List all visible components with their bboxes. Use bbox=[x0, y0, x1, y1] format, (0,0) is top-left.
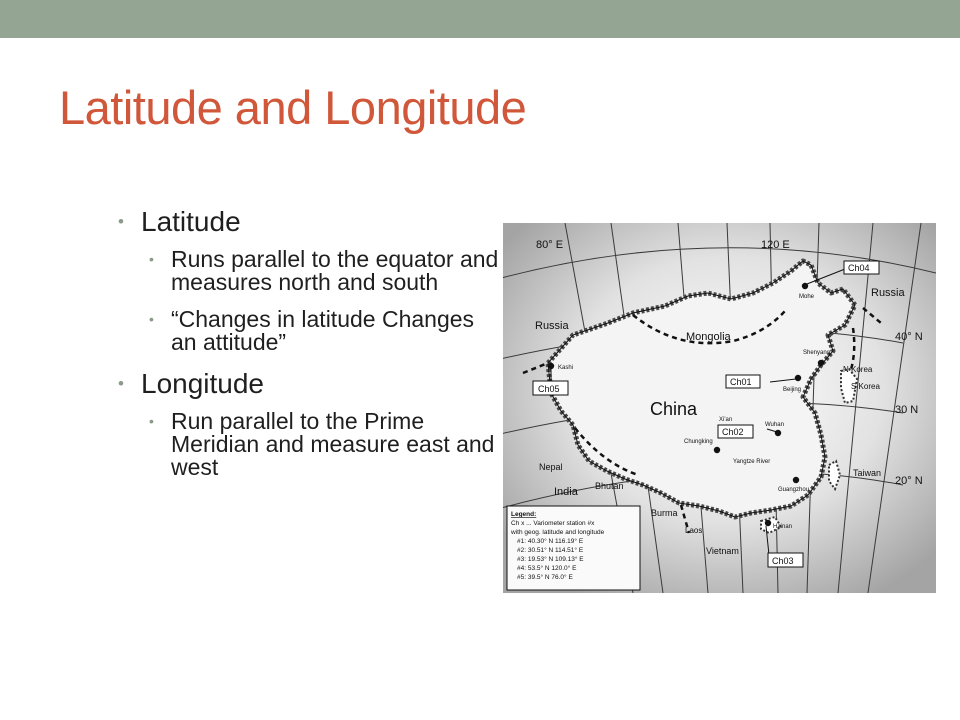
station-ch02: Ch02 bbox=[722, 427, 744, 437]
legend-row-1: #1: 40.30° N 116.19° E bbox=[517, 538, 584, 545]
label-vietnam: Vietnam bbox=[706, 546, 739, 556]
map-legend bbox=[507, 506, 640, 590]
label-burma: Burma bbox=[651, 508, 678, 518]
guangzhou-dot bbox=[793, 477, 799, 483]
label-guangzhou: Guangzhou bbox=[778, 487, 810, 493]
subbullet-latitude-definition: • Runs parallel to the equator and measures north and south bbox=[149, 248, 503, 294]
wuhan-dot bbox=[775, 430, 781, 436]
slide-title: Latitude and Longitude bbox=[59, 81, 527, 134]
legend-row-4: #4: 53.5° N 120.0° E bbox=[517, 565, 577, 572]
bullet-longitude: • Longitude bbox=[118, 368, 503, 400]
legend-line1: Ch x ... Variometer station #x bbox=[511, 520, 595, 527]
station-ch04: Ch04 bbox=[848, 263, 870, 273]
legend-row-3: #3: 19.53° N 109.13° E bbox=[517, 556, 584, 563]
label-beijing: Beijing bbox=[783, 387, 802, 393]
label-s-korea: S Korea bbox=[851, 382, 880, 391]
station-ch05: Ch05 bbox=[538, 384, 560, 394]
label-china: China bbox=[650, 399, 698, 419]
subbullet-latitude-quote: • “Changes in latitude Changes an attitude” bbox=[149, 308, 503, 354]
legend-title: Legend: bbox=[511, 511, 537, 518]
beijing-dot bbox=[795, 375, 801, 381]
hainan-dot bbox=[765, 520, 771, 526]
label-chungking: Chungking bbox=[684, 439, 713, 445]
label-laos: Laos bbox=[685, 526, 703, 535]
label-india: India bbox=[554, 486, 578, 498]
kashi-dot bbox=[548, 363, 554, 369]
label-yangtze: Yangtze River bbox=[733, 459, 771, 465]
label-mongolia: Mongolia bbox=[686, 331, 731, 343]
meridian-label-80e: 80° E bbox=[536, 239, 564, 251]
label-shenyang: Shenyang bbox=[803, 350, 831, 356]
label-taiwan: Taiwan bbox=[853, 468, 882, 478]
bullet-list bbox=[118, 206, 503, 493]
meridian-label-120e: 120 E bbox=[761, 239, 790, 251]
parallel-label-20n: 20° N bbox=[895, 475, 923, 487]
top-banner bbox=[0, 0, 960, 38]
parallel-label-40n: 40° N bbox=[895, 331, 923, 343]
legend-line2: with geog. latitude and longitude bbox=[511, 529, 605, 536]
chungking-dot bbox=[714, 447, 720, 453]
label-xian: Xi'an bbox=[719, 417, 733, 423]
subbullet-longitude-definition: • Run parallel to the Prime Meridian and measure east and west bbox=[149, 410, 503, 479]
label-hainan: Hainan bbox=[773, 524, 793, 530]
label-kashi: Kashi bbox=[558, 365, 574, 371]
station-ch01: Ch01 bbox=[730, 377, 752, 387]
shenyang-dot bbox=[818, 360, 824, 366]
label-n-korea: N Korea bbox=[843, 365, 873, 374]
label-bhutan: Bhutan bbox=[595, 481, 624, 491]
label-russia-west: Russia bbox=[535, 320, 569, 332]
legend-row-5: #5: 39.5° N 76.0° E bbox=[517, 574, 573, 581]
bullet-latitude: • Latitude bbox=[118, 206, 503, 238]
china-station-map bbox=[503, 223, 936, 593]
label-wuhan: Wuhan bbox=[765, 422, 784, 428]
parallel-label-30n: 30 N bbox=[895, 404, 919, 416]
label-nepal: Nepal bbox=[539, 462, 563, 472]
station-ch03: Ch03 bbox=[772, 556, 794, 566]
label-russia-east: Russia bbox=[871, 287, 905, 299]
legend-row-2: #2: 30.51° N 114.51° E bbox=[517, 547, 584, 554]
label-mohe: Mohe bbox=[799, 294, 815, 300]
